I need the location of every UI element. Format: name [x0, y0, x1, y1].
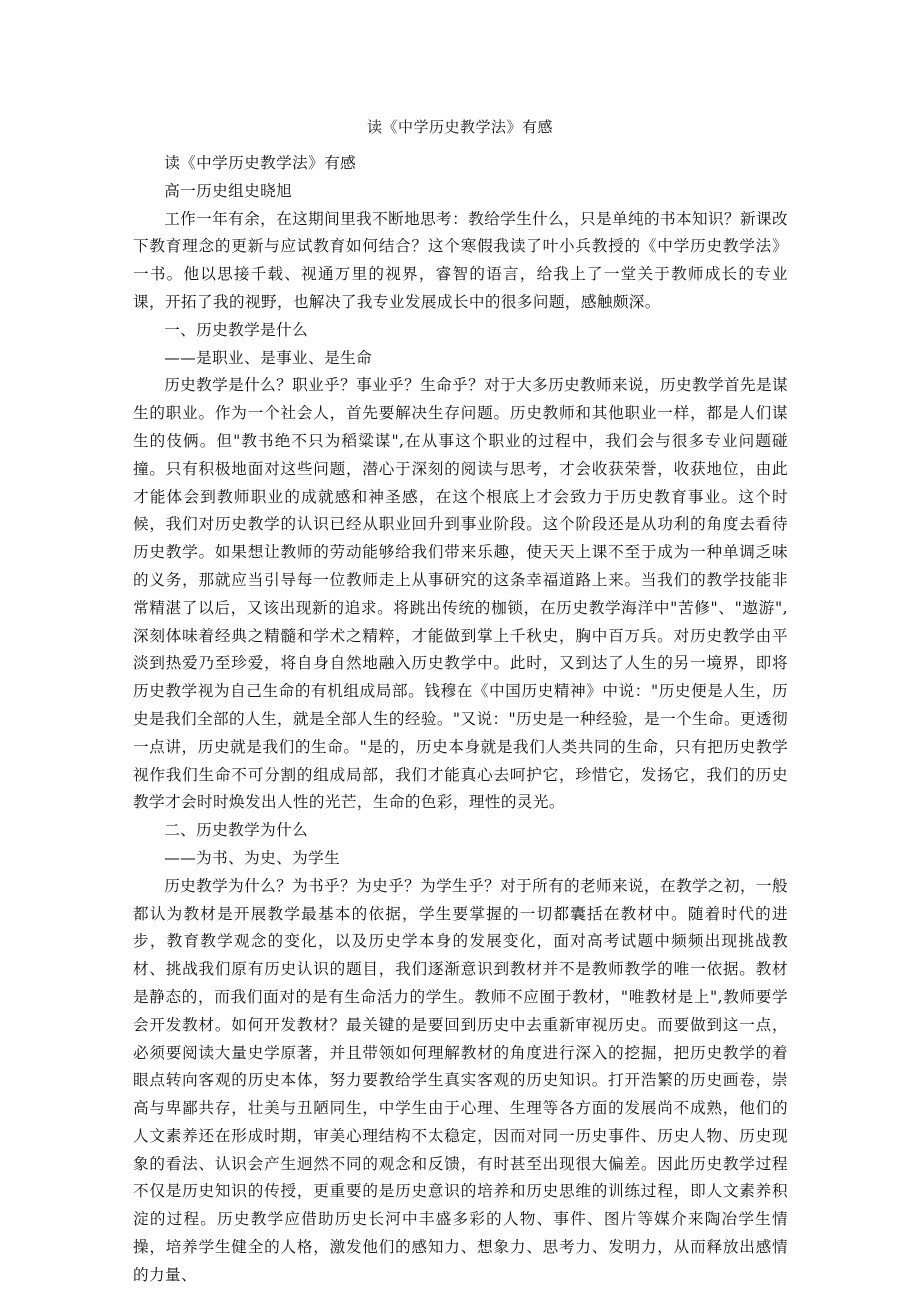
section-2-subheading: ——为书、为史、为学生: [164, 848, 341, 867]
section-1-heading: 一、历史教学是什么: [164, 320, 309, 339]
author-line: 高一历史组史晓旭: [164, 181, 293, 200]
intro-paragraph: 工作一年有余，在这期间里我不断地思考：教给学生什么，只是单纯的书本知识？新课改下教育理念的更新与应试教育如何结合？这个寒假我读了叶小兵教授的《中学历史教学法》一书。他以思接千载、视通万里的视界，睿智的语言，给我上了一堂关于教师成长的专业课，开拓了我的视野，也解决了我专业发展成长中的很多问题，感触颇深。: [133, 209, 788, 311]
section-2-heading: 二、历史教学为什么: [164, 821, 309, 840]
document-title: 读《中学历史教学法》有感: [366, 118, 553, 136]
document-body: [133, 150, 788, 1290]
section-1-paragraph: 历史教学是什么？职业乎？事业乎？生命乎？对于大多历史教师来说，历史教学首先是谋生的职业。作为一个社会人，首先要解决生存问题。历史教师和其他职业一样，都是人们谋生的伎俩。但"教书绝不只为稻粱谋",在从事这个职业的过程中，我们会与很多专业问题碰撞。只有积极地面对这些问题，潜心于深刻的阅读与思考，才会收获荣誉，收获地位，由此才能体会到教师职业的成就感和神圣感，在这个根底上才会致力于历史教育事业。这个时候，我们对历史教学的认识已经从职业回升到事业阶段。这个阶段还是从功利的角度去看待历史教学。如果想让教师的劳动能够给我们带来乐趣，使天天上课不至于成为一种单调乏味的义务，那就应当引导每一位教师走上从事研究的这条幸福道路上来。当我们的教学技能非常精湛了以后，又该出现新的追求。将跳出传统的枷锁，在历史教学海洋中"苦修"、"遨游",深刻体味着经典之精髓和学术之精粹，才能做到掌上千秋史，胸中百万兵。对历史教学由平淡到热爱乃至珍爱，将自身自然地融入历史教学中。此时，又到达了人生的另一境界，即将历史教学视为自己生命的有机组成局部。钱穆在《中国历史精神》中说："历史便是人生，历史是我们全部的人生，就是全部人生的经验。"又说："历史是一种经验，是一个生命。更透彻一点讲，历史就是我们的生命。"是的，历史本身就是我们人类共同的生命，只有把历史教学视作我们生命不可分割的组成局部，我们才能真心去呵护它，珍惜它，发扬它，我们的历史教学才会时时焕发出人性的光芒，生命的色彩，理性的灵光。: [133, 376, 788, 812]
section-2-paragraph: 历史教学为什么？为书乎？为史乎？为学生乎？对于所有的老师来说，在教学之初，一般都认为教材是开展教学最基本的依据，学生要掌握的一切都囊括在教材中。随着时代的进步，教育教学观念的变化，以及历史学本身的发展变化，面对高考试题中频频出现挑战教材、挑战我们原有历史认识的题目，我们逐渐意识到教材并不是教师教学的唯一依据。教材是静态的，而我们面对的是有生命活力的学生。教师不应囿于教材，"唯教材是上",教师要学会开发教材。如何开发教材？最关键的是要回到历史中去重新审视历史。而要做到这一点，必须要阅读大量史学原著，并且带领如何理解教材的角度进行深入的挖掘，把历史教学的着眼点转向客观的历史本体，努力要教给学生真实客观的历史知识。打开浩繁的历史画卷，崇高与卑鄙共存，壮美与丑陋同生，中学生由于心理、生理等各方面的发展尚不成熟，他们的人文素养还在形成时期，审美心理结构不太稳定，因而对同一历史事件、历史人物、历史现象的看法、认识会产生迥然不同的观念和反馈，有时甚至出现很大偏差。因此历史教学过程不仅是历史知识的传授，更重要的是历史意识的培养和历史思维的训练过程，即人文素养积淀的过程。历史教学应借助历史长河中丰盛多彩的人物、事件、图片等媒介来陶冶学生情操，培养学生健全的人格，激发他们的感知力、想象力、思考力、发明力，从而释放出感情的力量、: [133, 876, 788, 1284]
section-1-subheading: ——是职业、是事业、是生命: [164, 348, 373, 367]
article-heading: 读《中学历史教学法》有感: [164, 154, 357, 172]
